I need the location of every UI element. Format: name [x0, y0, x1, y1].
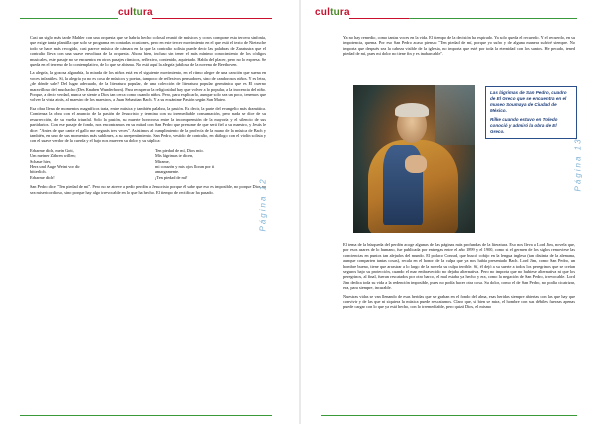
saint-peter-painting	[353, 85, 475, 233]
right-page	[301, 0, 600, 424]
footer-rule	[20, 415, 272, 416]
header-rule	[20, 18, 118, 19]
right-top-text	[343, 35, 575, 60]
footer-rule	[321, 415, 577, 416]
paragraph: La alegría, la gozosa algarabía, la mirada de los niños está en el siguiente movimiento, en el ritmo alegre de una canción que suena en voces infantiles. Sí, la alegría ya no es cosa de músicos y poetas, tampoco de reflexivos pensadores, sino de candorosos niños. Y es letra, ¿de dónde sale? Del lugar adecuado, de la literatura popular, de una colección de literatura popular germánica que es El cuerno maravilloso del muchacho (Des Knaben Wunderhorn). Para recuperar la religiosidad hay que volver a lo popular, a la inocencia del niño. Porque, a decir verdad, nunca se siente a Dios tan cerca como cuando niños. Pero, para explicarlo, aunque solo sea un poco, tenemos que volver la vista atrás, al maestro de los maestros, a Juan Sebastian Bach. Y a su ecuánime Pasión según San Mateo.	[30, 70, 266, 103]
right-body-text	[343, 242, 575, 313]
page-number: Página 12	[258, 177, 268, 232]
magazine-logo: cultura	[315, 7, 350, 18]
page-number: Página 13	[573, 137, 583, 192]
paragraph: Nuestras vidas se van llenando de esas heridas que se graban en el fondo del alma, esas heridas siempre abiertas con las que hay que convivir y de las que ni siquiera la música puede rescatarnos. Claro que, si bien se mira, el hombre con sus débiles fuerzas apenas puede cargar con lo que ya está hecho, con lo irremediable, pero quizá Dios, el mismo	[343, 293, 575, 310]
paragraph: San Pedro dice "Ten piedad de mí". Pero no se atreve a pedir perdón a Jesucristo porque él sabe que eso es imposible, no porque Dios no sea misericordioso, sino porque hay algo irrevocable en lo que ha hecho. El tiempo de rectificar ha pasado.	[30, 184, 266, 195]
poem-german: Erbarme dich, mein Gott, Um meiner Zähren willen; Schaue hier, Herz und Auge Weint vor dir bitterlich. Erbarme dich!	[30, 147, 80, 180]
left-page	[0, 0, 299, 424]
magazine-logo: cultura	[118, 7, 153, 18]
paragraph: Casi un siglo más tarde Mahler con una orquesta que se habría hecho colosal reunió de músicos y coros compone esta tercera sinfonía, que exige tanta plantilla que solo se programa en contadas ocasiones, pero en este tercer movimiento en el que está el texto de Nietzsche todo se hace más recogido, casi parece música de cámara en la que la contralto solista puede decir las palabras de Zaratustra que el contralto lleva con una suave envoltura de la orquesta. Ahora bien, incluso sin tener el más mínimo conocimiento de los códigos musicales, este pasaje no se encuentra en otros pasajes rítmicos, reflexivo, contenido, aquietado. Habla del placer, pero no lo expresa. Se queda en el terreno de lo contemplativo, de lo que se abisma. No está aquí la alegría jubilosa de la novena de Beethoven.	[30, 35, 266, 68]
paragraph: Ya no hay remedio, como tantas voces en la vida. El tiempo de la decisión ha expirado. Ya solo queda el recuerdo. Y el recuerdo, en su impotencia, quema. Por eso San Pedro acaso piensa: "Ten piedad de mí, porque yo sufro y de alguna manera sufriré siempre. No importa que después sea la cabeza visible de la iglesia, no importa que esté por toda la eternidad con los santos. He pecado, tened piedad de mí, pues mi dolor no tiene fin y es inabarcable".	[343, 35, 575, 57]
poem-spanish: Ten piedad de mí, Dios mío. Mis lágrimas te dicen, Mírame, mi corazón y mis ojos lloran por ti amargamente. ¡Ten piedad de mí!	[155, 147, 215, 180]
painting-caption: Las lágrimas de San Pedro, cuadro de El Greco que se encuentra en el museo Soumaya de Ciudad de México. Rilke cuando estuvo en Toledo conoció y admiró la obra de El Greco.	[485, 86, 577, 139]
header-rule	[409, 18, 577, 19]
header-rule	[152, 18, 272, 19]
paragraph: Esa obra llena de momentos magníficos trata, entre música y también palabra, la pasión. Es decir, la parte del evangelio más dramática. Comienza la obra con el anuncio de la pasión de Jesucristo y termina con su irremediable consumación, pero nada se dice de su resurrección, de su vuelta triunfal. Solo la pasión, su muerte horrorosa entre la incomprensión de la mayoría y el silencio de sus partidarios. Con ese pasaje de fondo, nos encontramos en su mitad con San Pedro que presume de que será fiel a su maestro, y Jesús le dice: "Antes de que cante el gallo me negarás tres veces". Asistimos al cumplimiento de la profecía de la mano de la música de Bach y también, en uno de sus momentos más sublimes, a su arrepentimiento. San Pedro, vestido de contralto, en diálogo con el violín solista y con el suave verdor de la cuerda y el bajo nos mueven su dolor y su súplica:	[30, 105, 266, 144]
poem	[30, 148, 266, 180]
paragraph: El tema de la búsqueda del perdón acoge algunas de las páginas más profundas de la literatura. Eso nos lleva a Lord Jim, novela que, por esos azares de lo humano, fue publicada por entregas entre el año 1899 y el 1900, como si el germen de los siglos removiese las conciencias en puntos tan alejados del mundo. El polaco Conrad, que buscó cobijo en la lengua inglesa (tan distinta de la alemana, aunque comparten tantas cosas), recala en el honor de la culpa que ya nos había presentado Bach. Lord Jim, como San Pedro, un hombre bueno, tiene que arrastrar a lo largo de la novela su culpa terrible. Sí, él dejó a su suerte a todos los peregrinos que se creían seguros bajo su protección, cuando el mar embravecido no dejaba alternativa. Pero no importa que no hubiese alternativa ni que los peregrinos, al final, fueran rescatados por otro barco, el mal estaba ya hecho y era, como la negación de San Pedro, irrevocable. Lord Jim dedica toda su vida a la redención imposible, pues no podía hacer otra cosa. Su dolor, como el de San Pedro, no podía cicatrizar, era, para siempre, incurable.	[343, 242, 575, 291]
header-rule	[349, 18, 409, 19]
left-body-text	[30, 35, 266, 198]
